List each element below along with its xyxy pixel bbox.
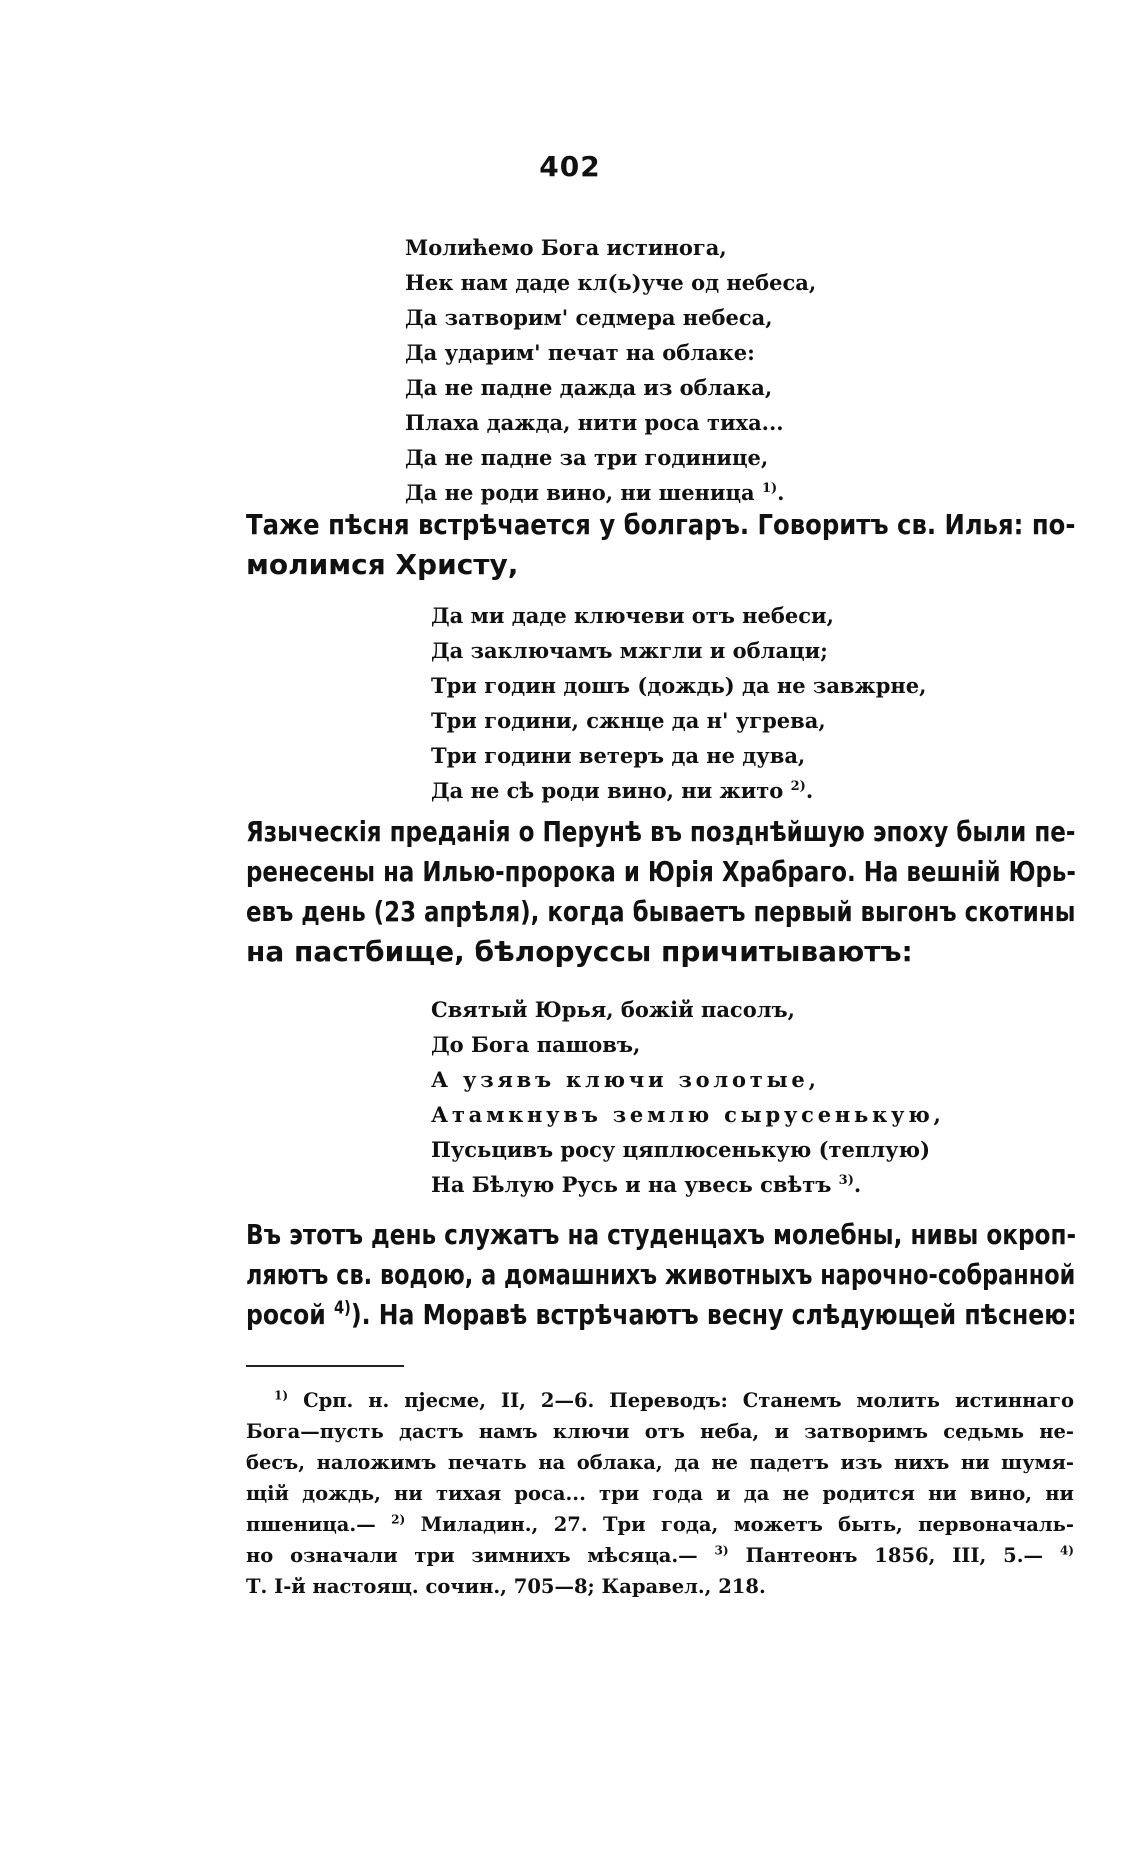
verse-block-3 — [431, 992, 945, 1202]
verse-line: Три години ветеръ да не дува, — [431, 743, 806, 768]
verse-line — [431, 1167, 945, 1202]
prose-text — [246, 1298, 1077, 1331]
prose-line: Языческія преданія о Перунѣ въ позднѣйшую эпоху были пе- — [246, 815, 1076, 848]
verse-line: Святый Юрья, божій пасолъ, — [431, 997, 795, 1022]
footnote-ref-4: 4) — [333, 1298, 351, 1319]
prose-line: на пастбище, бѣлоруссы причитываютъ: — [246, 935, 913, 968]
footnote-ref-2: 2) — [790, 779, 806, 794]
footnote-text: Пантеонъ 1856, III, 5.— — [745, 1544, 1044, 1567]
verse-line: Три годин дошъ (дождь) да не завжрне, — [431, 673, 927, 698]
verse-line-text: На Бѣлую Русь и на увесь свѣтъ — [431, 1172, 832, 1197]
footnote-ref-3: 3) — [838, 1173, 854, 1188]
verse-line: Да не падне дажда из облака, — [405, 375, 773, 400]
verse-block-1 — [405, 230, 816, 510]
footnotes — [246, 1385, 1074, 1602]
verse-line: А узявъ ключи золотые, — [431, 1067, 820, 1092]
prose-paragraph-1 — [246, 505, 1076, 585]
footnote-marker-2: 2) — [391, 1512, 406, 1527]
footnote-ref-1: 1) — [761, 481, 778, 496]
prose-line: Таже пѣсня встрѣчается у болгаръ. Говоритъ св. Илья: по- — [246, 508, 1076, 541]
verse-line: Да заключамъ мжгли и облаци; — [431, 638, 828, 663]
verse-line: Да не падне за три годинице, — [405, 445, 769, 470]
footnote-text: Миладин., 27. Три года, можетъ быть, первоначаль- — [420, 1513, 1074, 1536]
prose-word: росой — [246, 1298, 326, 1331]
verse-line: Пусьцивъ росу цяплюсенькую (теплую) — [431, 1137, 931, 1162]
verse-line: Да затворим' седмера небеса, — [405, 305, 773, 330]
footnote-divider — [246, 1365, 404, 1367]
prose-line: молимся Христу, — [246, 548, 519, 581]
verse-line-end: . — [853, 1172, 862, 1197]
verse-line — [431, 773, 926, 808]
verse-line: Три години, сжнце да н' угрева, — [431, 708, 826, 733]
footnote-line: бесъ, наложимъ печать на облака, да не падетъ изъ нихъ ни шумя- — [246, 1451, 1074, 1474]
footnote-text: Срп. н. пјесме, II, 2—6. Переводъ: Станемъ молить истиннаго — [303, 1389, 1074, 1412]
footnote-line — [246, 1540, 1074, 1571]
prose-paragraph-3 — [246, 1215, 1076, 1335]
verse-line-text: Да не роди вино, ни шеница — [405, 480, 755, 505]
page-number: 402 — [539, 150, 601, 183]
footnote-line: щій дождь, ни тихая роса... три года и да не родится ни вино, ни — [246, 1482, 1074, 1505]
prose-line: ляютъ св. водою, а домашнихъ животныхъ нарочно-собранной — [246, 1258, 1076, 1291]
footnote-line — [246, 1509, 1074, 1540]
footnote-text: но означали три зимнихъ мѣсяца.— — [246, 1544, 698, 1567]
footnote-marker-1: 1) — [274, 1388, 289, 1403]
verse-line: Плаха дажда, нити роса тиха... — [405, 410, 784, 435]
verse-line-text: Да не сѣ роди вино, ни жито — [431, 778, 784, 803]
verse-line: Атамкнувъ землю сырусенькую, — [431, 1102, 945, 1127]
prose-paragraph-2 — [246, 812, 1076, 972]
verse-line: Молићемо Бога истинога, — [405, 235, 727, 260]
verse-line: До Бога пашовъ, — [431, 1032, 641, 1057]
prose-text-rest: ). На Моравѣ встрѣчаютъ весну слѣдующей пѣснею: — [350, 1298, 1077, 1331]
footnote-marker-3: 3) — [714, 1543, 729, 1558]
prose-line: евъ день (23 апрѣля), когда бываетъ первый выгонъ скотины — [246, 895, 1076, 928]
footnote-line: Бога—пусть дастъ намъ ключи отъ неба, и затворимъ седьмь не- — [246, 1420, 1074, 1443]
verse-line: Нек нам даде кл(ь)уче од небеса, — [405, 270, 817, 295]
footnote-text: пшеница.— — [246, 1513, 376, 1536]
verse-line-end: . — [805, 778, 814, 803]
verse-line: Да ударим' печат на облаке: — [405, 340, 755, 365]
verse-line: Да ми даде ключеви отъ небеси, — [431, 603, 834, 628]
prose-line: Въ этотъ день служатъ на студенцахъ молебны, нивы окроп- — [246, 1218, 1077, 1251]
verse-block-2 — [431, 598, 926, 808]
footnote-marker-4: 4) — [1059, 1543, 1074, 1558]
footnote-line — [246, 1385, 1074, 1416]
verse-line-end: . — [777, 480, 785, 505]
prose-line — [246, 1295, 1077, 1335]
footnote-line: Т. I-й настоящ. сочин., 705—8; Каравел., 218. — [246, 1575, 766, 1598]
prose-line: ренесены на Илью-пророка и Юрія Храбраго. На вешній Юрь- — [246, 855, 1076, 888]
